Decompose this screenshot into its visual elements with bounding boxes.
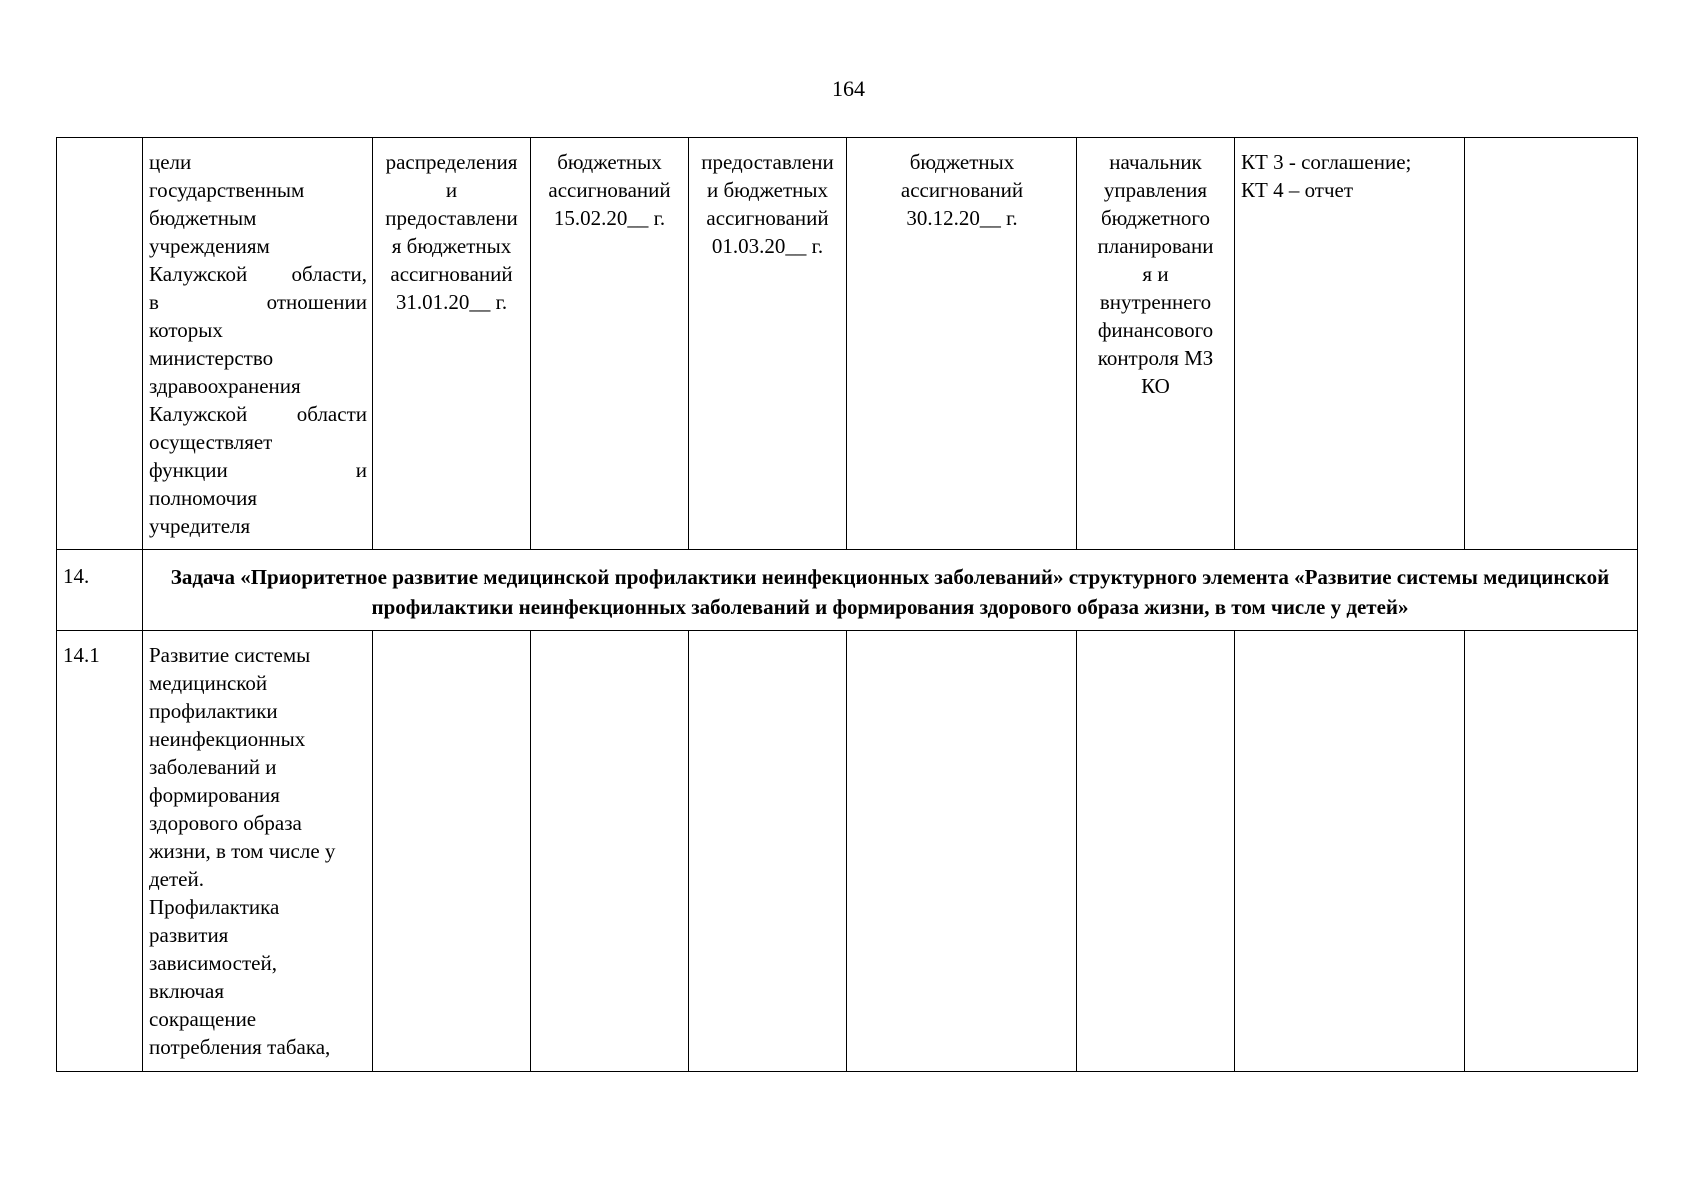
cell-line: включая bbox=[149, 979, 225, 1003]
cell-line: 31.01.20__ г. bbox=[395, 290, 508, 314]
cell-line: 15.02.20__ г. bbox=[553, 206, 666, 230]
page-number: 164 bbox=[832, 76, 865, 101]
control-points-cell bbox=[1235, 138, 1465, 550]
task-number-cell: 14. bbox=[57, 550, 143, 631]
cell-line: профилактики bbox=[149, 699, 278, 723]
cell-line: КТ 4 – отчет bbox=[1241, 178, 1354, 202]
description-cell bbox=[143, 138, 373, 550]
row-number-cell: 14.1 bbox=[57, 631, 143, 1072]
empty-cell bbox=[1465, 138, 1638, 550]
cell-line: здравоохранения bbox=[149, 374, 301, 398]
cell-line: министерство bbox=[149, 346, 274, 370]
cell-line: предоставлени bbox=[385, 206, 518, 230]
cell-line: 30.12.20__ г. bbox=[906, 206, 1018, 230]
distribution-deadline-cell bbox=[373, 138, 531, 550]
cell-line: бюджетных bbox=[909, 150, 1015, 174]
cell-line: полномочия bbox=[149, 486, 257, 510]
cell-line: осуществляет bbox=[149, 430, 273, 454]
cell-line: медицинской bbox=[149, 671, 268, 695]
empty-cell bbox=[689, 631, 847, 1072]
cell-line: жизни, в том числе у bbox=[149, 839, 336, 863]
row-number-cell bbox=[57, 138, 143, 550]
cell-line: 01.03.20__ г. bbox=[711, 234, 824, 258]
cell-line: ассигнований bbox=[706, 206, 829, 230]
cell-line: государственным bbox=[149, 178, 305, 202]
cell-line: контроля МЗ bbox=[1097, 346, 1214, 370]
responsible-person-cell bbox=[1077, 138, 1235, 550]
cell-line: цели bbox=[149, 150, 192, 174]
cell-line: развития bbox=[149, 923, 229, 947]
table-row bbox=[57, 550, 1638, 631]
cell-line: ассигнований bbox=[900, 178, 1024, 202]
cell-line: учредителя bbox=[149, 514, 251, 538]
plan-table bbox=[56, 137, 1638, 1072]
cell-line: заболеваний и bbox=[149, 755, 277, 779]
cell-line: предоставлени bbox=[701, 150, 834, 174]
cell-line: и bbox=[445, 178, 458, 202]
cell-line: которых bbox=[149, 318, 223, 342]
cell-line: бюджетным bbox=[149, 206, 257, 230]
cell-line: формирования bbox=[149, 783, 280, 807]
table-row bbox=[57, 631, 1638, 1072]
empty-cell bbox=[531, 631, 689, 1072]
cell-line: зависимостей, bbox=[149, 951, 277, 975]
empty-cell bbox=[1077, 631, 1235, 1072]
cell-line: и бюджетных bbox=[706, 178, 829, 202]
table-row bbox=[57, 138, 1638, 550]
cell-line: внутреннего bbox=[1099, 290, 1212, 314]
cell-line: я и bbox=[1142, 262, 1169, 286]
cell-line: начальник bbox=[1109, 150, 1202, 174]
cell-line: Профилактика bbox=[149, 895, 280, 919]
empty-cell bbox=[1235, 631, 1465, 1072]
cell-line: учреждениям bbox=[149, 234, 270, 258]
cell-line: потребления табака, bbox=[149, 1035, 331, 1059]
description-cell bbox=[143, 631, 373, 1072]
cell-line: Развитие системы bbox=[149, 643, 311, 667]
empty-cell bbox=[1465, 631, 1638, 1072]
allocation-deadline-cell bbox=[531, 138, 689, 550]
cell-line: ассигнований bbox=[390, 262, 513, 286]
cell-line: детей. bbox=[149, 867, 204, 891]
cell-line: Калужской области, bbox=[149, 262, 367, 286]
cell-line: КО bbox=[1141, 374, 1170, 398]
cell-line: планировани bbox=[1097, 234, 1214, 258]
final-deadline-cell bbox=[847, 138, 1077, 550]
cell-line: распределения bbox=[385, 150, 518, 174]
cell-line: бюджетного bbox=[1100, 206, 1211, 230]
cell-line: сокращение bbox=[149, 1007, 257, 1031]
cell-line: бюджетных bbox=[557, 150, 662, 174]
cell-line: управления bbox=[1103, 178, 1208, 202]
cell-line: КТ 3 - соглашение; bbox=[1241, 150, 1412, 174]
task-title-cell: Задача «Приоритетное развитие медицинской профилактики неинфекционных заболеваний» структурного элемента «Развитие системы медицинской профилактики неинфекционных заболеваний и формирования здорового образа жизни, в том числе у детей» bbox=[143, 550, 1638, 631]
empty-cell bbox=[847, 631, 1077, 1072]
cell-line: финансового bbox=[1097, 318, 1214, 342]
cell-line: неинфекционных bbox=[149, 727, 306, 751]
cell-line: Калужской области bbox=[149, 402, 367, 426]
cell-line: ассигнований bbox=[548, 178, 671, 202]
empty-cell bbox=[373, 631, 531, 1072]
cell-line: я бюджетных bbox=[391, 234, 512, 258]
provision-deadline-cell bbox=[689, 138, 847, 550]
cell-line: функции и bbox=[149, 458, 367, 482]
cell-line: в отношении bbox=[149, 290, 367, 314]
cell-line: здорового образа bbox=[149, 811, 302, 835]
